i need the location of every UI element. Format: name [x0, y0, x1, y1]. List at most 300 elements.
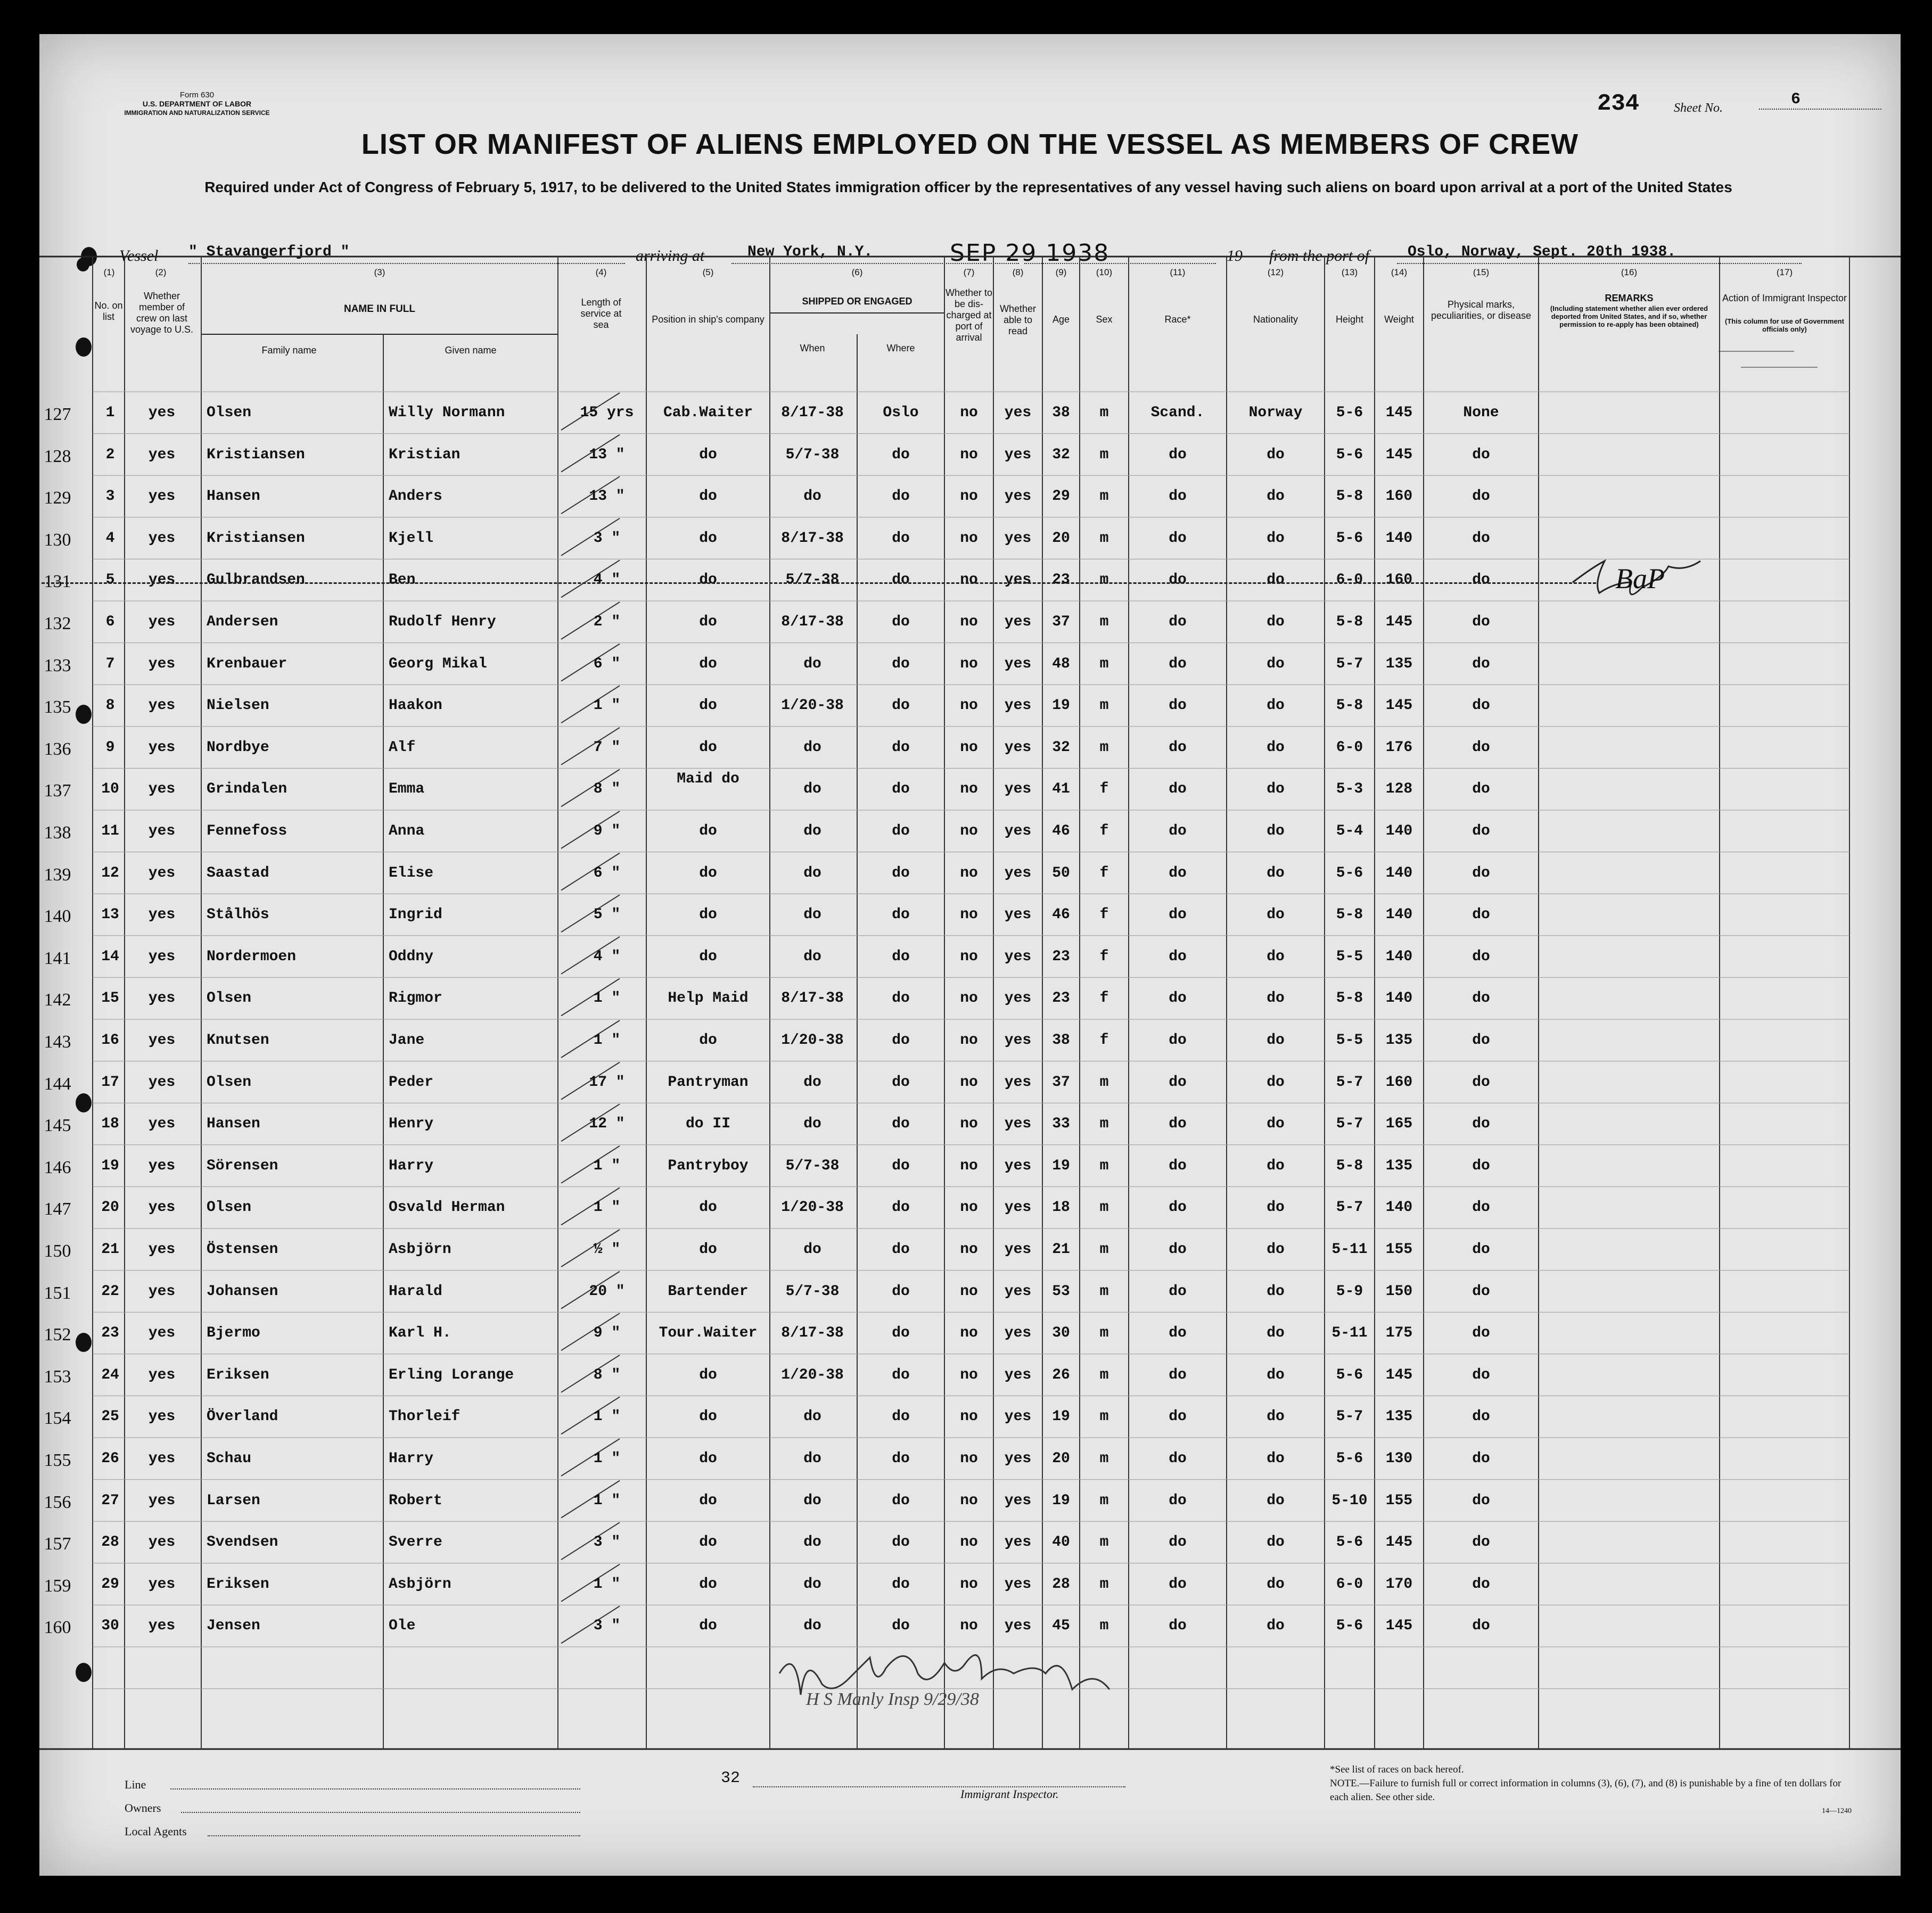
length-of-service: 3 " — [593, 1534, 621, 1551]
nationality: do — [1267, 1032, 1285, 1049]
position: do — [699, 697, 717, 714]
age: 23 — [1052, 572, 1070, 589]
length-of-service: 2 " — [593, 614, 621, 630]
shipped-when: do — [803, 823, 821, 839]
col-num-2: (2) — [155, 267, 167, 277]
row-index: 132 — [44, 614, 71, 633]
able-to-read: yes — [1004, 1618, 1032, 1635]
race: do — [1169, 1450, 1187, 1467]
length-of-service: 1 " — [593, 1492, 621, 1509]
row-number: 29 — [101, 1576, 119, 1593]
age: 30 — [1052, 1325, 1070, 1342]
height: 5-5 — [1336, 1032, 1363, 1049]
physical-marks: do — [1472, 1241, 1490, 1258]
row-index: 145 — [44, 1116, 71, 1136]
age: 32 — [1052, 739, 1070, 756]
arriving-label: arriving at — [636, 247, 705, 265]
inspector-label: Immigrant Inspector. — [960, 1787, 1059, 1801]
header-family-name: Family name — [261, 345, 317, 356]
height: 5-7 — [1336, 1199, 1363, 1216]
sex: f — [1099, 906, 1109, 923]
header-sex: Sex — [1096, 314, 1113, 325]
shipped-when: do — [803, 739, 821, 756]
race: do — [1169, 1576, 1187, 1593]
header-position: Position in ship's company — [652, 314, 764, 325]
able-to-read: yes — [1004, 1325, 1032, 1342]
agents-label: Local Agents — [125, 1825, 187, 1838]
row-index: 155 — [44, 1450, 71, 1470]
height: 5-11 — [1331, 1325, 1368, 1342]
physical-marks: do — [1472, 739, 1490, 756]
age: 33 — [1052, 1116, 1070, 1133]
row-index: 160 — [44, 1618, 71, 1638]
col-num-16: (16) — [1621, 267, 1638, 277]
sex: f — [1099, 781, 1109, 798]
nationality: do — [1267, 446, 1285, 463]
race: do — [1169, 1534, 1187, 1551]
weight: 160 — [1385, 488, 1413, 505]
able-to-read: yes — [1004, 990, 1032, 1007]
row-index: 156 — [44, 1492, 71, 1512]
discharged: no — [960, 614, 978, 630]
position: Help Maid — [668, 990, 749, 1007]
family-name: Bjermo — [207, 1325, 260, 1342]
height: 5-7 — [1336, 1116, 1363, 1133]
shipped-when: 8/17-38 — [781, 405, 844, 421]
age: 23 — [1052, 990, 1070, 1007]
length-of-service: 8 " — [593, 1366, 621, 1383]
discharged: no — [960, 1283, 978, 1300]
able-to-read: yes — [1004, 1032, 1032, 1049]
family-name: Kristiansen — [207, 446, 305, 463]
line-label: Line — [125, 1778, 146, 1791]
discharged: no — [960, 781, 978, 798]
shipped-when: do — [803, 1241, 821, 1258]
shipped-when: do — [803, 1618, 821, 1635]
row-number: 8 — [105, 697, 115, 714]
family-name: Olsen — [207, 1199, 252, 1216]
position: do — [699, 948, 717, 965]
discharged: no — [960, 1116, 978, 1133]
age: 50 — [1052, 864, 1070, 881]
row-number: 30 — [101, 1618, 119, 1635]
nationality: do — [1267, 530, 1285, 547]
header-able-to-read: Whether able to read — [999, 303, 1037, 336]
row-number: 2 — [105, 446, 115, 463]
length-of-service: 9 " — [593, 823, 621, 839]
given-name: Ole — [389, 1618, 416, 1635]
shipped-where: do — [892, 1576, 910, 1593]
col-num-17: (17) — [1776, 267, 1793, 277]
physical-marks: do — [1472, 1534, 1490, 1551]
weight: 145 — [1385, 697, 1413, 714]
weight: 155 — [1385, 1241, 1413, 1258]
header-race: Race* — [1164, 314, 1191, 325]
header-remarks-note: (Including statement whether alien ever ordered deported from United States, and if so, whether permission to re-apply has been obtained) — [1550, 304, 1708, 328]
weight: 130 — [1385, 1450, 1413, 1467]
nationality: do — [1267, 697, 1285, 714]
crew-last-voyage: yes — [148, 906, 176, 923]
length-of-service: 1 " — [593, 697, 621, 714]
able-to-read: yes — [1004, 697, 1032, 714]
line-blank — [170, 1788, 580, 1790]
row-number: 14 — [101, 948, 119, 965]
col-num-9: (9) — [1055, 267, 1067, 277]
owners-label: Owners — [125, 1801, 161, 1815]
age: 38 — [1052, 1032, 1070, 1049]
row-number: 26 — [101, 1450, 119, 1467]
physical-marks: do — [1472, 781, 1490, 798]
row-index: 141 — [44, 948, 71, 968]
length-of-service: 1 " — [593, 1408, 621, 1425]
sheet-number: 6 — [1759, 90, 1881, 110]
row-index: 151 — [44, 1283, 71, 1303]
able-to-read: yes — [1004, 655, 1032, 672]
sex: m — [1099, 697, 1109, 714]
sex: f — [1099, 990, 1109, 1007]
race: do — [1169, 1366, 1187, 1383]
weight: 176 — [1385, 739, 1413, 756]
nationality: do — [1267, 572, 1285, 589]
sex: m — [1099, 572, 1109, 589]
sex: m — [1099, 1116, 1109, 1133]
sex: m — [1099, 1074, 1109, 1091]
length-of-service: 1 " — [593, 1032, 621, 1049]
form-code: 14—1240 — [1822, 1807, 1852, 1815]
inspector-signature: H S Manly Insp 9/29/38 — [806, 1689, 979, 1709]
discharged: no — [960, 1241, 978, 1258]
physical-marks: None — [1463, 405, 1499, 421]
given-name: Ingrid — [389, 906, 442, 923]
sex: m — [1099, 1408, 1109, 1425]
inspector-blank — [753, 1786, 1125, 1787]
header-nationality: Nationality — [1253, 314, 1298, 325]
row-number: 5 — [105, 572, 115, 589]
weight: 155 — [1385, 1492, 1413, 1509]
shipped-where: do — [892, 530, 910, 547]
sex: m — [1099, 1450, 1109, 1467]
shipped-when: do — [803, 1534, 821, 1551]
race: Scand. — [1150, 405, 1205, 421]
age: 20 — [1052, 530, 1070, 547]
race: do — [1169, 1283, 1187, 1300]
crew-last-voyage: yes — [148, 781, 176, 798]
shipped-where: do — [892, 948, 910, 965]
family-name: Nordermoen — [207, 948, 297, 965]
race: do — [1169, 1157, 1187, 1174]
crew-last-voyage: yes — [148, 614, 176, 630]
discharged: no — [960, 1157, 978, 1174]
form-number: Form 630 — [179, 90, 215, 100]
shipped-when: 1/20-38 — [781, 1199, 844, 1216]
height: 5-6 — [1336, 530, 1363, 547]
crew-last-voyage: yes — [148, 1366, 176, 1383]
sex: m — [1099, 1283, 1109, 1300]
shipped-when: 8/17-38 — [781, 530, 844, 547]
col-num-13: (13) — [1341, 267, 1358, 277]
age: 28 — [1052, 1576, 1070, 1593]
given-name: Asbjörn — [389, 1576, 451, 1593]
nationality: do — [1267, 823, 1285, 839]
physical-marks: do — [1472, 990, 1490, 1007]
family-name: Hansen — [207, 1116, 260, 1133]
age: 45 — [1052, 1618, 1070, 1635]
race: do — [1169, 1032, 1187, 1049]
row-index: 146 — [44, 1157, 71, 1177]
header-when: When — [800, 343, 825, 353]
crew-last-voyage: yes — [148, 1618, 176, 1635]
height: 5-6 — [1336, 1618, 1363, 1635]
length-of-service: 1 " — [593, 1157, 621, 1174]
position: do — [699, 446, 717, 463]
shipped-where: do — [892, 1408, 910, 1425]
given-name: Elise — [389, 864, 434, 881]
row-index: 127 — [44, 405, 71, 424]
page-number: 234 — [1597, 90, 1640, 117]
able-to-read: yes — [1004, 1534, 1032, 1551]
row-number: 15 — [101, 990, 119, 1007]
age: 37 — [1052, 614, 1070, 630]
family-name: Olsen — [207, 1074, 252, 1091]
weight: 175 — [1385, 1325, 1413, 1342]
family-name: Johansen — [207, 1283, 278, 1300]
sex: m — [1099, 1366, 1109, 1383]
position: do — [699, 655, 717, 672]
manifest-sheet — [39, 34, 1901, 1876]
remark-initials: BaP — [1615, 563, 1665, 595]
position: Bartender — [668, 1283, 749, 1300]
able-to-read: yes — [1004, 488, 1032, 505]
race: do — [1169, 655, 1187, 672]
row-index: 140 — [44, 906, 71, 927]
age: 41 — [1052, 781, 1070, 798]
sex: m — [1099, 1199, 1109, 1216]
position: do — [699, 1576, 717, 1593]
family-name: Knutsen — [207, 1032, 269, 1049]
age: 19 — [1052, 1157, 1070, 1174]
row-number: 12 — [101, 864, 119, 881]
shipped-where: do — [892, 1366, 910, 1383]
length-of-service: 1 " — [593, 1576, 621, 1593]
family-name: Grindalen — [207, 781, 287, 798]
row-index: 130 — [44, 530, 71, 550]
header-last-voyage: Whether member of crew on last voyage to U.S. — [130, 291, 194, 335]
race: do — [1169, 697, 1187, 714]
owners-blank — [181, 1812, 580, 1813]
shipped-when: do — [803, 1408, 821, 1425]
crew-last-voyage: yes — [148, 1408, 176, 1425]
given-name: Peder — [389, 1074, 434, 1091]
given-name: Jane — [389, 1032, 425, 1049]
row-index: 133 — [44, 655, 71, 675]
nationality: do — [1267, 739, 1285, 756]
col-num-12: (12) — [1267, 267, 1284, 277]
weight: 140 — [1385, 948, 1413, 965]
height: 5-6 — [1336, 446, 1363, 463]
nationality: do — [1267, 1283, 1285, 1300]
able-to-read: yes — [1004, 1157, 1032, 1174]
crew-last-voyage: yes — [148, 948, 176, 965]
length-of-service: 13 " — [589, 446, 625, 463]
able-to-read: yes — [1004, 739, 1032, 756]
discharged: no — [960, 1366, 978, 1383]
nationality: do — [1267, 1450, 1285, 1467]
nationality: do — [1267, 1492, 1285, 1509]
able-to-read: yes — [1004, 781, 1032, 798]
able-to-read: yes — [1004, 1576, 1032, 1593]
crew-last-voyage: yes — [148, 1116, 176, 1133]
given-name: Erling Lorange — [389, 1366, 514, 1383]
row-index: 136 — [44, 739, 71, 759]
race: do — [1169, 1618, 1187, 1635]
length-of-service: 9 " — [593, 1325, 621, 1342]
race: do — [1169, 614, 1187, 630]
height: 5-6 — [1336, 1534, 1363, 1551]
family-name: Andersen — [207, 614, 278, 630]
shipped-where: do — [892, 1199, 910, 1216]
given-name: Robert — [389, 1492, 442, 1509]
col-num-3: (3) — [374, 267, 385, 277]
vessel-name: " Stavangerfjord " — [188, 244, 625, 264]
able-to-read: yes — [1004, 530, 1032, 547]
crew-last-voyage: yes — [148, 697, 176, 714]
col-num-8: (8) — [1012, 267, 1024, 277]
nationality: do — [1267, 1366, 1285, 1383]
race: do — [1169, 739, 1187, 756]
crew-last-voyage: yes — [148, 1241, 176, 1258]
row-number: 16 — [101, 1032, 119, 1049]
shipped-where: do — [892, 1618, 910, 1635]
physical-marks: do — [1472, 572, 1490, 589]
shipped-when: do — [803, 1450, 821, 1467]
row-index: 131 — [44, 572, 71, 592]
shipped-where: do — [892, 1325, 910, 1342]
header-physical-marks: Physical marks, peculiarities, or disease — [1430, 299, 1532, 321]
sex: m — [1099, 614, 1109, 630]
from-label: from the port of — [1269, 247, 1370, 265]
able-to-read: yes — [1004, 614, 1032, 630]
shipped-where: do — [892, 1116, 910, 1133]
length-of-service: 3 " — [593, 530, 621, 547]
able-to-read: yes — [1004, 1408, 1032, 1425]
agents-blank — [208, 1835, 580, 1836]
family-name: Svendsen — [207, 1534, 278, 1551]
header-inspector-note: (This column for use of Government officials only) — [1725, 317, 1844, 333]
discharged: no — [960, 1492, 978, 1509]
position: do — [699, 1199, 717, 1216]
height: 5-4 — [1336, 823, 1363, 839]
given-name: Asbjörn — [389, 1241, 451, 1258]
crew-last-voyage: yes — [148, 1450, 176, 1467]
sex: m — [1099, 1325, 1109, 1342]
length-of-service: 12 " — [589, 1116, 625, 1133]
height: 5-8 — [1336, 488, 1363, 505]
length-of-service: 4 " — [593, 948, 621, 965]
weight: 140 — [1385, 530, 1413, 547]
age: 18 — [1052, 1199, 1070, 1216]
family-name: Eriksen — [207, 1366, 269, 1383]
discharged: no — [960, 1618, 978, 1635]
weight: 160 — [1385, 1074, 1413, 1091]
fine-note: NOTE.—Failure to furnish full or correct information in columns (3), (6), (7), and (8) is punishable by a fine of ten dollars for each alien. See other side. — [1330, 1778, 1841, 1803]
given-name: Anna — [389, 823, 425, 839]
able-to-read: yes — [1004, 446, 1032, 463]
sex: m — [1099, 530, 1109, 547]
position: do — [699, 1534, 717, 1551]
crew-last-voyage: yes — [148, 864, 176, 881]
discharged: no — [960, 572, 978, 589]
document-subtitle: Required under Act of Congress of February 5, 1917, to be delivered to the United States immigration officer by the representatives of any vessel having such aliens on board upon arrival at a port of the United States — [204, 179, 1732, 195]
physical-marks: do — [1472, 1492, 1490, 1509]
position: do II — [685, 1116, 730, 1133]
col-num-10: (10) — [1096, 267, 1113, 277]
shipped-where: do — [892, 823, 910, 839]
weight: 140 — [1385, 1199, 1413, 1216]
physical-marks: do — [1472, 697, 1490, 714]
shipped-where: do — [892, 739, 910, 756]
physical-marks: do — [1472, 906, 1490, 923]
age: 19 — [1052, 1492, 1070, 1509]
row-number: 18 — [101, 1116, 119, 1133]
crew-last-voyage: yes — [148, 572, 176, 589]
position: do — [699, 530, 717, 547]
age: 37 — [1052, 1074, 1070, 1091]
race-note: *See list of races on back hereof. — [1330, 1764, 1464, 1775]
crew-last-voyage: yes — [148, 1032, 176, 1049]
shipped-when: do — [803, 655, 821, 672]
position: do — [699, 1032, 717, 1049]
height: 5-6 — [1336, 864, 1363, 881]
given-name: Kjell — [389, 530, 434, 547]
physical-marks: do — [1472, 446, 1490, 463]
row-number: 23 — [101, 1325, 119, 1342]
discharged: no — [960, 1576, 978, 1593]
col-num-7: (7) — [963, 267, 975, 277]
shipped-where: do — [892, 781, 910, 798]
physical-marks: do — [1472, 1366, 1490, 1383]
physical-marks: do — [1472, 530, 1490, 547]
sex: m — [1099, 1576, 1109, 1593]
height: 6-0 — [1336, 1576, 1363, 1593]
weight: 135 — [1385, 1157, 1413, 1174]
row-number: 9 — [105, 739, 115, 756]
weight: 170 — [1385, 1576, 1413, 1593]
weight: 140 — [1385, 990, 1413, 1007]
length-of-service: ½ " — [593, 1241, 621, 1258]
weight: 145 — [1385, 1366, 1413, 1383]
race: do — [1169, 1199, 1187, 1216]
row-index: 153 — [44, 1366, 71, 1387]
age: 32 — [1052, 446, 1070, 463]
race: do — [1169, 530, 1187, 547]
position: do — [699, 1450, 717, 1467]
physical-marks: do — [1472, 1032, 1490, 1049]
document-title: LIST OR MANIFEST OF ALIENS EMPLOYED ON THE VESSEL AS MEMBERS OF CREW — [361, 128, 1579, 160]
crew-last-voyage: yes — [148, 990, 176, 1007]
sex: m — [1099, 1492, 1109, 1509]
discharged: no — [960, 488, 978, 505]
shipped-where: do — [892, 1534, 910, 1551]
discharged: no — [960, 1408, 978, 1425]
nationality: do — [1267, 1325, 1285, 1342]
discharged: no — [960, 446, 978, 463]
discharged: no — [960, 906, 978, 923]
sex: m — [1099, 739, 1109, 756]
row-index: 142 — [44, 990, 71, 1010]
given-name: Henry — [389, 1116, 434, 1133]
nationality: do — [1267, 1199, 1285, 1216]
height: 6-0 — [1336, 572, 1363, 589]
